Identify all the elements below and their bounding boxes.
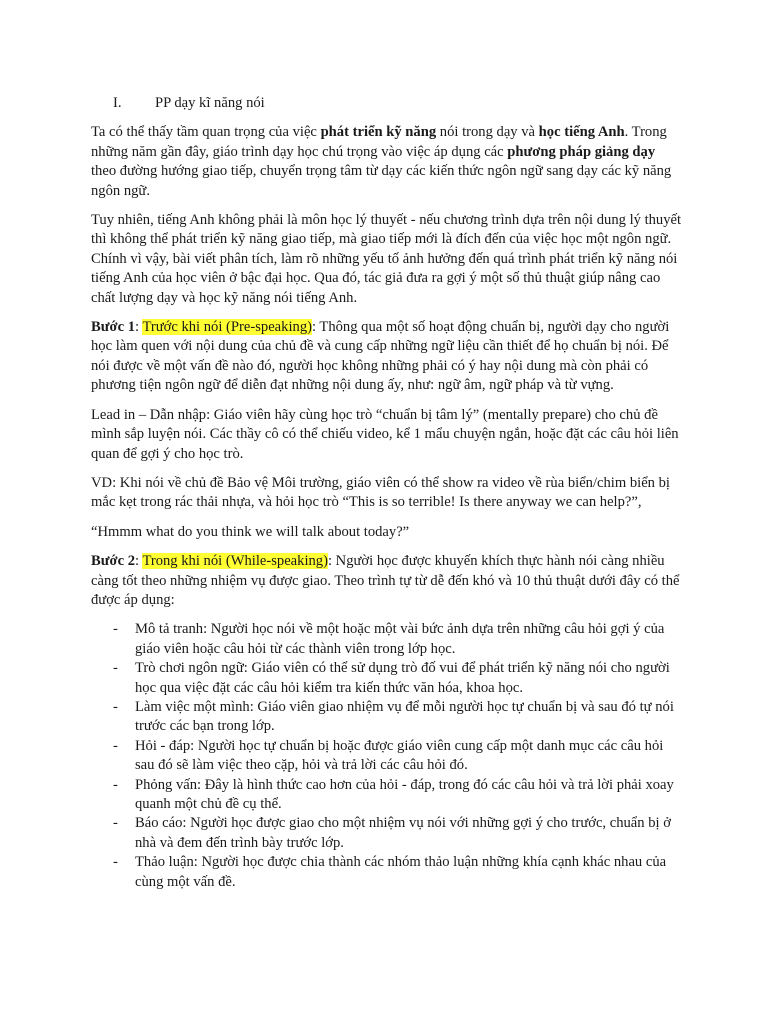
heading-title: PP dạy kĩ năng nói xyxy=(155,95,265,111)
list-item-text: Làm việc một mình: Giáo viên giao nhiệm vụ để mỗi người học tự chuẩn bị và sau đó tự nói trước các bạn trong lớp. xyxy=(135,698,674,735)
paragraph-however: Tuy nhiên, tiếng Anh không phải là môn học lý thuyết - nếu chương trình dựa trên nội dung lý thuyết thì không thể phát triển kỹ năng giao tiếp, mà giao tiếp mới là đích đến của việc học một ngôn ngữ. Chính vì vậy, bài viết phân tích, làm rõ những yếu tố ảnh hưởng đến quá trình phát triển kỹ năng nói tiếng Anh của học viên ở bậc đại học. Qua đó, tác giả đưa ra gợi ý một số thủ thuật giúp nâng cao chất lượng dạy và học kỹ năng nói tiếng Anh. xyxy=(91,212,682,306)
dash-marker: - xyxy=(113,854,118,871)
step-2-sep: : xyxy=(135,553,143,570)
paragraph-example: VD: Khi nói về chủ đề Bảo vệ Môi trường, giáo viên có thể show ra video về rùa biển/chim biển bị mắc kẹt trong rác thải nhựa, và hỏi học trò “This is so terrible! Is there anyway we can help?”, xyxy=(91,474,670,511)
dash-marker: - xyxy=(113,815,118,832)
step-1-text: : Thông qua một số hoạt động chuẩn bị, người dạy cho người học làm quen với nội dung của chủ đề và cung cấp những ngữ liệu cần thiết để họ chuẩn bị nói. Để nói được về một vấn đề nào đó, người học không những phải có ý hay nội dung mà còn phải có phương tiện ngôn ngữ để diễn đạt những nội dung ấy, như: ngữ âm, ngữ pháp và từ vựng. xyxy=(91,319,670,394)
intro-bold-3: phương pháp giảng dạy xyxy=(507,143,656,160)
intro-text-1: Ta có thể thấy tầm quan trọng của việc xyxy=(91,124,321,141)
list-item-text: Hỏi - đáp: Người học tự chuẩn bị hoặc được giáo viên cung cấp một danh mục các câu hỏi sau đó sẽ làm việc theo cặp, hỏi và trả lời các câu hỏi đó. xyxy=(135,737,664,774)
list-item xyxy=(91,853,683,892)
paragraph-step-2 xyxy=(91,552,683,610)
intro-text-4: theo đường hướng giao tiếp, chuyển trọng tâm từ dạy các kiến thức ngôn ngữ sang dạy các kỹ năng ngôn ngữ. xyxy=(91,163,672,199)
list-item xyxy=(91,659,683,698)
intro-text-2: nói trong dạy và xyxy=(436,124,539,141)
list-item-text: Thảo luận: Người học được chia thành các nhóm thảo luận những khía cạnh khác nhau của cùng một vấn đề. xyxy=(135,854,667,890)
list-item xyxy=(91,737,683,776)
list-item-text: Phỏng vấn: Đây là hình thức cao hơn của hỏi - đáp, trong đó các câu hỏi và trả lời phải xoay quanh một chủ đề cụ thể. xyxy=(135,776,674,812)
step-2-label: Bước 2 xyxy=(91,553,135,570)
list-item xyxy=(91,814,683,853)
paragraph-step-1 xyxy=(91,318,683,396)
list-item-text: Trò chơi ngôn ngữ: Giáo viên có thể sử dụng trò đố vui để phát triển kỹ năng nói cho người học qua việc đặt các câu hỏi kiểm tra kiến thức văn hóa, khoa học. xyxy=(135,660,670,696)
paragraph-lead-in: Lead in – Dẫn nhập: Giáo viên hãy cùng học trò “chuẩn bị tâm lý” (mentally prepare) cho chủ đề mình sắp luyện nói. Các thầy cô có thể chiếu video, kể 1 mẩu chuyện ngắn, hoặc đặt các câu hỏi liên quan để gợi ý cho học trò. xyxy=(91,406,679,462)
list-item-text: Báo cáo: Người học được giao cho một nhiệm vụ nói với những gợi ý cho trước, chuẩn bị ở nhà và đem đến trình bày trước lớp. xyxy=(135,815,671,851)
step-2-text: : Người học được khuyến khích thực hành nói càng nhiều càng tốt theo những nhiệm vụ được giao. Theo trình tự từ dễ đến khó và 10 thủ thuật dưới đây có thể được áp dụng: xyxy=(91,553,680,608)
dash-marker: - xyxy=(113,698,118,715)
technique-list xyxy=(91,620,683,892)
intro-bold-2: học tiếng Anh xyxy=(538,124,625,141)
step-1-highlight: Trước khi nói (Pre-speaking) xyxy=(142,319,312,336)
step-2-highlight: Trong khi nói (While-speaking) xyxy=(142,553,328,570)
intro-text-3: . Trong những năm gần đây, giáo trình dạy học chú trọng vào việc áp dụng các xyxy=(91,124,667,160)
section-heading xyxy=(91,94,683,113)
dash-marker: - xyxy=(113,660,118,677)
step-1-sep: : xyxy=(135,319,143,336)
document-page xyxy=(91,94,683,892)
list-item xyxy=(91,776,683,815)
list-item xyxy=(91,620,683,659)
list-item-text: Mô tả tranh: Người học nói về một hoặc một vài bức ảnh dựa trên những câu hỏi gợi ý của giáo viên hoặc câu hỏi từ các thành viên trong lớp học. xyxy=(135,621,665,657)
step-1-label: Bước 1 xyxy=(91,319,135,336)
dash-marker: - xyxy=(113,621,118,638)
paragraph-intro xyxy=(91,123,683,201)
heading-number: I. xyxy=(113,95,122,111)
intro-bold-1: phát triển kỹ năng xyxy=(320,124,437,141)
dash-marker: - xyxy=(113,776,118,793)
dash-marker: - xyxy=(113,737,118,754)
list-item xyxy=(91,698,683,737)
paragraph-quote: “Hmmm what do you think we will talk about today?” xyxy=(91,523,410,540)
